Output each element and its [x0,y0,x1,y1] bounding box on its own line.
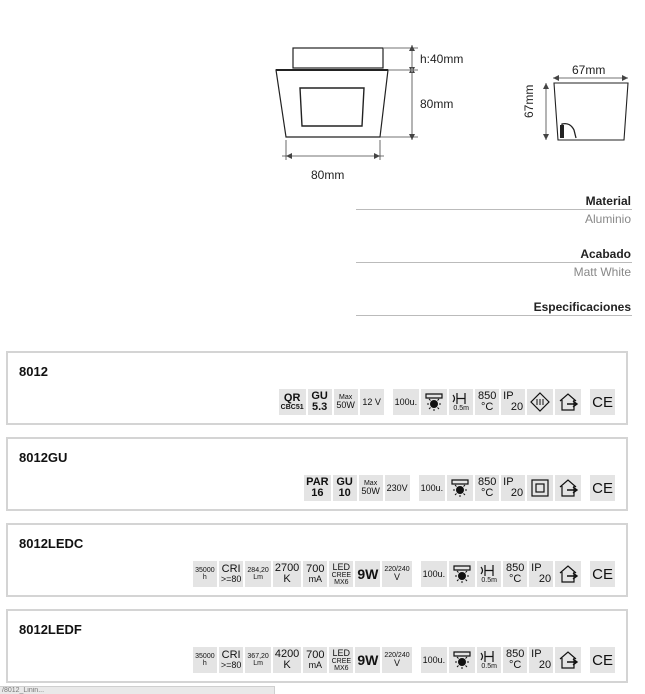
ce-mark: CE [592,651,613,669]
spec-material [356,194,632,226]
quantity-icon [419,475,446,501]
class-iii-icon [527,389,553,415]
spec-divider [356,262,632,263]
quantity-icon [421,647,448,673]
quantity-value: 100u. [420,482,444,493]
quantity-icon [421,561,448,587]
socket-size: 10 [338,487,351,499]
watt-icon [355,647,380,673]
ip-value: 20 [510,401,524,413]
cri-icon [219,647,244,673]
power-value: 50W [336,400,355,410]
kelvin-value: 2700 [274,562,300,574]
lumen-value: 284,20 [247,567,269,574]
voltage-value: 220/240 [384,652,410,659]
lifetime-icon [193,647,217,673]
lumen-unit: Lm [253,660,263,667]
led-label: LED [332,561,351,572]
side-dimension-label: 80mm [420,97,454,111]
width-dimension-label: 80mm [311,168,345,182]
ip-label: IP [531,562,542,574]
lamp-type-icon [279,389,306,415]
kelvin-unit: K [283,659,291,671]
spec-divider [356,315,632,316]
temperature-icon [503,561,527,587]
temperature-unit: °C [508,573,522,585]
led-model: MX6 [334,578,349,586]
kelvin-value: 4200 [274,648,300,660]
ce-mark-icon [590,475,615,501]
voltage-icon [382,647,411,673]
ip-rating-icon [501,475,525,501]
power-icon [359,475,383,501]
ce-mark-icon [590,389,615,415]
dimmable-lamp-icon [449,647,475,673]
lumen-unit: Lm [253,574,263,581]
product-icons [191,561,615,587]
socket-type: GU [311,390,328,402]
voltage-value: 12 V [362,396,381,407]
ce-mark-icon [590,561,615,587]
temperature-value: 850 [477,476,497,488]
ip-label: IP [531,648,542,660]
dimmable-lamp-icon [447,475,473,501]
distance-icon [477,561,501,587]
distance-value: 0.5m [481,663,497,670]
cri-label: CRI [221,649,241,661]
socket-icon [333,475,357,501]
led-brand: CREE [331,657,352,665]
installation-icon [555,475,581,501]
ce-mark: CE [592,565,613,583]
lamp-type-icon [304,475,330,501]
temperature-unit: °C [480,401,494,413]
current-unit: mA [308,574,323,584]
power-label: Max [363,480,378,487]
product-icons [277,389,615,415]
temperature-icon [475,389,499,415]
current-unit: mA [308,660,323,670]
led-icon [329,647,353,673]
voltage-icon [382,561,411,587]
current-value: 700 [306,563,325,575]
led-label: LED [332,647,351,658]
led-icon [329,561,353,587]
voltage-value: 230V [386,482,408,493]
temperature-value: 850 [505,562,525,574]
product-card-8012gu [6,437,628,511]
class-ii-icon [527,475,553,501]
cri-value: >=80 [220,660,242,670]
dimmable-lamp-icon [421,389,447,415]
cutout-width-label: 67mm [572,63,606,77]
quantity-icon [393,389,420,415]
status-bar: /8012_Linin... [0,686,275,694]
ip-label: IP [503,476,514,488]
kelvin-icon [273,647,301,673]
voltage-icon [385,475,410,501]
socket-icon [308,389,332,415]
spec-specifications [356,300,632,316]
spec-label: Material [585,194,631,208]
watt-icon [355,561,380,587]
spec-label: Acabado [580,247,631,261]
quantity-value: 100u. [394,396,418,407]
ip-value: 20 [510,487,524,499]
distance-value: 0.5m [453,405,469,412]
lamp-code: CBC51 [280,404,304,411]
voltage-icon [360,389,384,415]
power-label: Max [339,394,353,401]
lumen-icon [245,647,270,673]
spec-finish [356,247,632,279]
ip-rating-icon [529,647,553,673]
voltage-unit: V [393,572,400,582]
product-model: 8012 [19,364,48,379]
temperature-value: 850 [477,390,497,402]
kelvin-unit: K [283,573,291,585]
product-icons [191,647,615,673]
kelvin-icon [273,561,301,587]
current-icon [303,647,327,673]
watt-value: 9W [357,566,379,582]
ip-value: 20 [538,573,552,585]
distance-value: 0.5m [481,577,497,584]
lifetime-unit: h [202,574,207,581]
installation-icon [555,389,581,415]
current-icon [303,561,327,587]
spec-value: Matt White [573,265,631,279]
lamp-type: PAR [306,476,329,488]
temperature-unit: °C [508,659,522,671]
lifetime-value: 35000 [195,653,215,660]
spec-divider [356,209,632,210]
dimmable-lamp-icon [449,561,475,587]
lumen-icon [245,561,270,587]
ce-mark: CE [592,479,613,497]
lifetime-unit: h [202,660,207,667]
temperature-unit: °C [480,487,494,499]
cutout-height-label: 67mm [522,84,536,118]
power-icon [334,389,358,415]
installation-icon [555,561,581,587]
lamp-type: QR [283,392,301,404]
quantity-value: 100u. [422,568,446,579]
lamp-size: 16 [311,487,324,499]
ip-value: 20 [538,659,552,671]
power-value: 50W [361,486,380,496]
voltage-value: 220/240 [384,566,410,573]
current-value: 700 [306,649,325,661]
socket-type: GU [336,476,353,488]
product-model: 8012GU [19,450,68,465]
lumen-value: 367,20 [247,653,269,660]
voltage-unit: V [393,658,400,668]
led-brand: CREE [331,571,352,579]
ce-mark-icon [590,647,615,673]
led-model: MX6 [334,664,349,672]
product-model: 8012LEDF [19,622,82,637]
installation-icon [555,647,581,673]
ip-rating-icon [529,561,553,587]
distance-icon [477,647,501,673]
cri-value: >=80 [220,574,242,584]
ip-rating-icon [501,389,525,415]
ce-mark: CE [592,393,613,411]
spec-value: Aluminio [584,212,631,226]
height-dimension-label: h:40mm [420,52,464,66]
watt-value: 9W [357,652,379,668]
cri-icon [219,561,244,587]
quantity-value: 100u. [422,654,446,665]
lifetime-value: 35000 [195,567,215,574]
product-model: 8012LEDC [19,536,84,551]
temperature-icon [503,647,527,673]
temperature-value: 850 [505,648,525,660]
product-card-8012ledc [6,523,628,597]
spec-label: Especificaciones [533,300,631,314]
product-card-8012ledf [6,609,628,683]
temperature-icon [475,475,499,501]
ip-label: IP [503,390,514,402]
socket-size: 5.3 [311,401,328,413]
product-card-8012 [6,351,628,425]
product-icons [302,475,615,501]
distance-icon [449,389,473,415]
cri-label: CRI [221,563,241,575]
lifetime-icon [193,561,217,587]
